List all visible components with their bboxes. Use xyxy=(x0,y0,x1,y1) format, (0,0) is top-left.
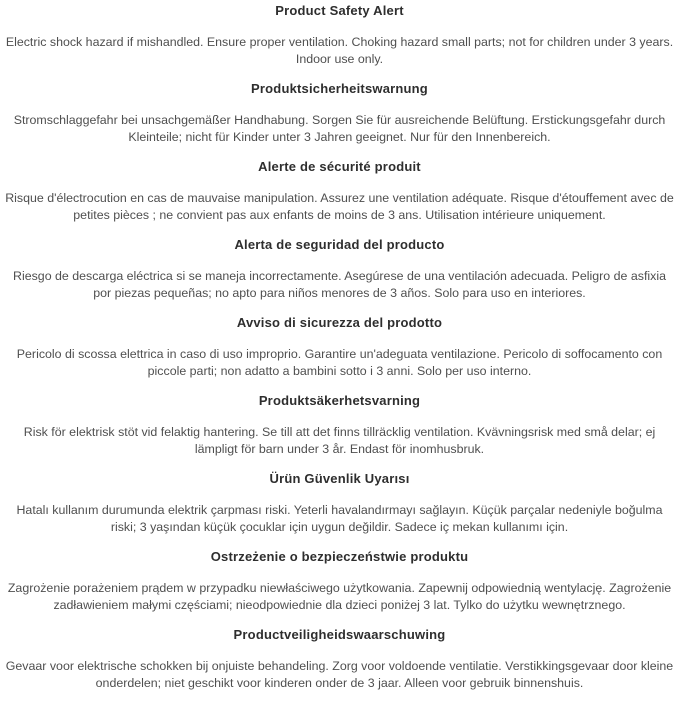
section-body-en: Electric shock hazard if mishandled. Ensure proper ventilation. Choking hazard small parts; not for children under 3 years. Indoor use only. xyxy=(5,35,674,66)
section-body-it: Pericolo di scossa elettrica in caso di uso improprio. Garantire un'adeguata ventilazione. Pericolo di soffocamento con piccole parti; non adatto a bambini sotto i 3 anni. Solo per uso interno. xyxy=(16,347,663,378)
section-body-tr: Hatalı kullanım durumunda elektrik çarpması riski. Yeterli havalandırmayı sağlayın. Küçük parçalar nedeniyle boğulma riski; 3 yaşından küçük çocuklar için uygun değildir. Sadece iç mekan kullanımı için. xyxy=(16,503,663,534)
section-body-sv: Risk för elektrisk stöt vid felaktig hantering. Se till att det finns tillräcklig ventilation. Kvävningsrisk med små delar; ej lämpligt för barn under 3 år. Endast för inomhusbruk. xyxy=(23,425,656,456)
section-body-de: Stromschlaggefahr bei unsachgemäßer Handhabung. Sorgen Sie für ausreichende Belüftung. Erstickungsgefahr durch Kleinteile; nicht für Kinder unter 3 Jahren geeignet. Nur für den Innenbereich. xyxy=(13,113,666,144)
section-heading-en: Product Safety Alert xyxy=(275,3,404,18)
safety-section-es xyxy=(4,237,675,302)
safety-section-de xyxy=(4,81,675,146)
safety-section-sv xyxy=(4,393,675,458)
section-heading-de: Produktsicherheitswarnung xyxy=(251,81,428,96)
section-heading-tr: Ürün Güvenlik Uyarısı xyxy=(269,471,410,486)
section-body-fr: Risque d'électrocution en cas de mauvaise manipulation. Assurez une ventilation adéquate. Risque d'étouffement avec de petites pièces ; ne convient pas aux enfants de moins de 3 ans. Utilisation intérieure uniquement. xyxy=(5,191,674,222)
section-body-nl: Gevaar voor elektrische schokken bij onjuiste behandeling. Zorg voor voldoende ventilatie. Verstikkingsgevaar door kleine onderdelen; niet geschikt voor kinderen onder de 3 jaar. Alleen voor gebruik binnenshuis. xyxy=(5,659,674,690)
section-heading-sv: Produktsäkerhetsvarning xyxy=(258,393,421,408)
section-body-es: Riesgo de descarga eléctrica si se maneja incorrectamente. Asegúrese de una ventilación adecuada. Peligro de asfixia por piezas pequeñas; no apto para niños menores de 3 años. Solo para uso en interiores. xyxy=(13,269,666,300)
section-heading-fr: Alerte de sécurité produit xyxy=(258,159,421,174)
safety-section-pl xyxy=(4,549,675,614)
safety-section-nl xyxy=(4,627,675,692)
safety-section-it xyxy=(4,315,675,380)
section-heading-pl: Ostrzeżenie o bezpieczeństwie produktu xyxy=(210,549,469,564)
section-heading-it: Avviso di sicurezza del prodotto xyxy=(236,315,443,330)
safety-section-fr xyxy=(4,159,675,224)
safety-section-en xyxy=(4,3,675,68)
section-heading-nl: Productveiligheidswaarschuwing xyxy=(233,627,446,642)
section-body-pl: Zagrożenie porażeniem prądem w przypadku niewłaściwego użytkowania. Zapewnij odpowiednią wentylację. Zagrożenie zadławieniem małymi częściami; nieodpowiednie dla dzieci poniżej 3 lat. Tylko do użytku wewnętrznego. xyxy=(7,581,672,612)
safety-section-tr xyxy=(4,471,675,536)
section-heading-es: Alerta de seguridad del producto xyxy=(234,237,445,252)
